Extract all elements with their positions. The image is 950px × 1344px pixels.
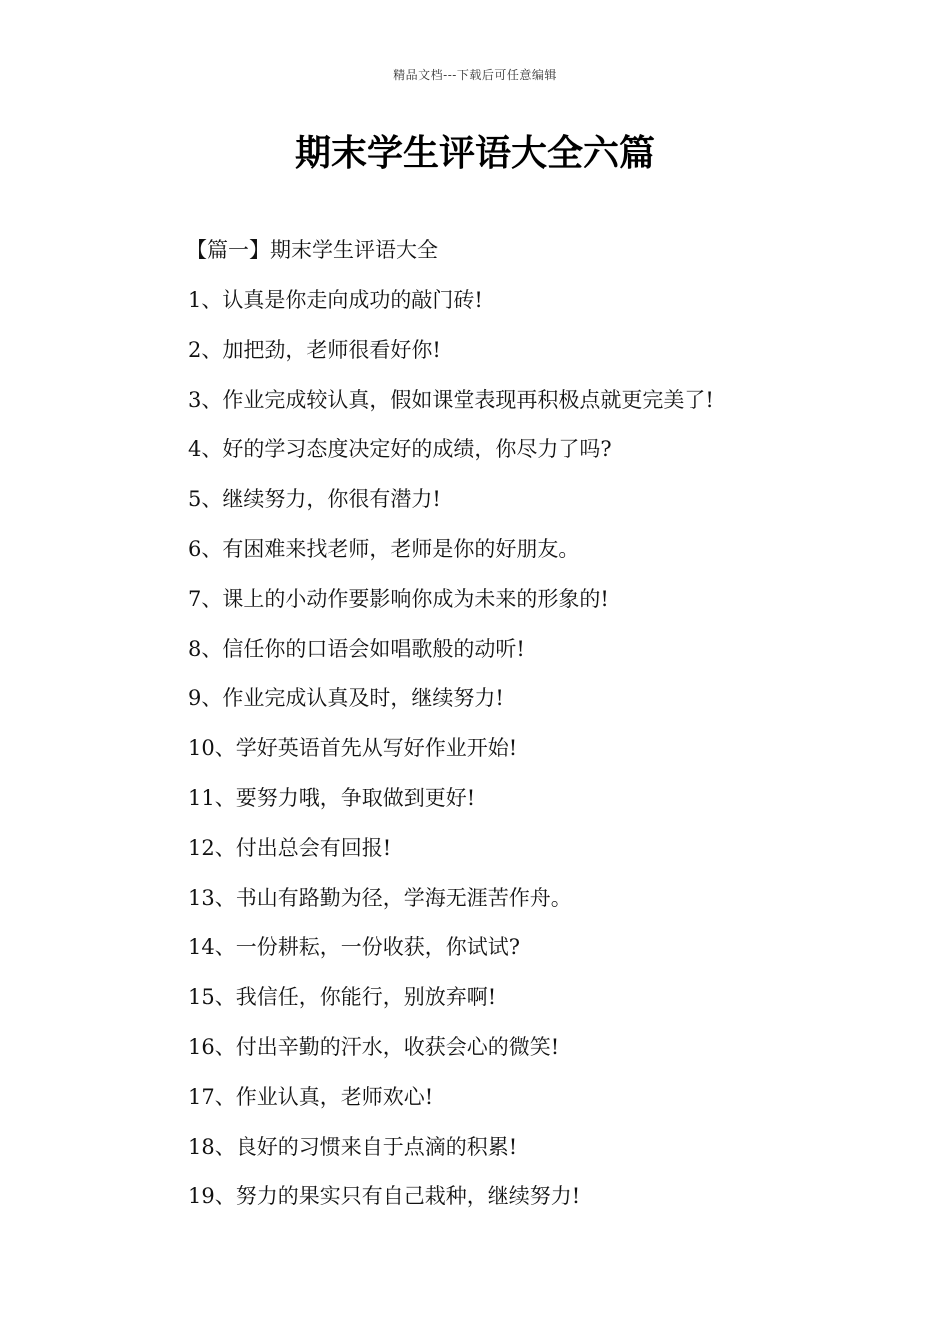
list-item: 6、有困难来找老师，老师是你的好朋友。 <box>188 536 580 561</box>
comment-list <box>188 284 714 1230</box>
list-item: 3、作业完成较认真，假如课堂表现再积极点就更完美了! <box>188 387 714 412</box>
list-item: 10、学好英语首先从写好作业开始! <box>188 736 518 761</box>
list-item: 19、努力的果实只有自己栽种，继续努力! <box>188 1184 581 1209</box>
list-item: 16、付出辛勤的汗水，收获会心的微笑! <box>188 1034 560 1059</box>
list-item: 12、付出总会有回报! <box>188 835 392 860</box>
header-note: 精品文档---下载后可任意编辑 <box>393 68 557 82</box>
list-item: 18、良好的习惯来自于点滴的积累! <box>188 1134 518 1159</box>
list-item: 9、作业完成认真及时，继续努力! <box>188 686 504 711</box>
list-item: 1、认真是你走向成功的敲门砖! <box>188 288 483 312</box>
list-item: 7、课上的小动作要影响你成为未来的形象的! <box>188 586 609 611</box>
list-item: 2、加把劲，老师很看好你! <box>188 337 441 362</box>
list-item: 17、作业认真，老师欢心! <box>188 1084 434 1109</box>
list-item: 5、继续努力，你很有潜力! <box>188 487 441 512</box>
list-item: 4、好的学习态度决定好的成绩，你尽力了吗? <box>188 437 612 462</box>
list-item: 8、信任你的口语会如唱歌般的动听! <box>188 636 525 661</box>
page-title: 期末学生评语大全六篇 <box>294 133 655 174</box>
section-heading: 【篇一】期末学生评语大全 <box>186 238 438 262</box>
list-item: 14、一份耕耘，一份收获，你试试? <box>188 935 520 960</box>
list-item: 13、书山有路勤为径，学海无涯苦作舟。 <box>188 885 572 910</box>
list-item: 15、我信任，你能行，别放弃啊! <box>188 985 497 1010</box>
list-item: 11、要努力哦，争取做到更好! <box>188 785 476 810</box>
